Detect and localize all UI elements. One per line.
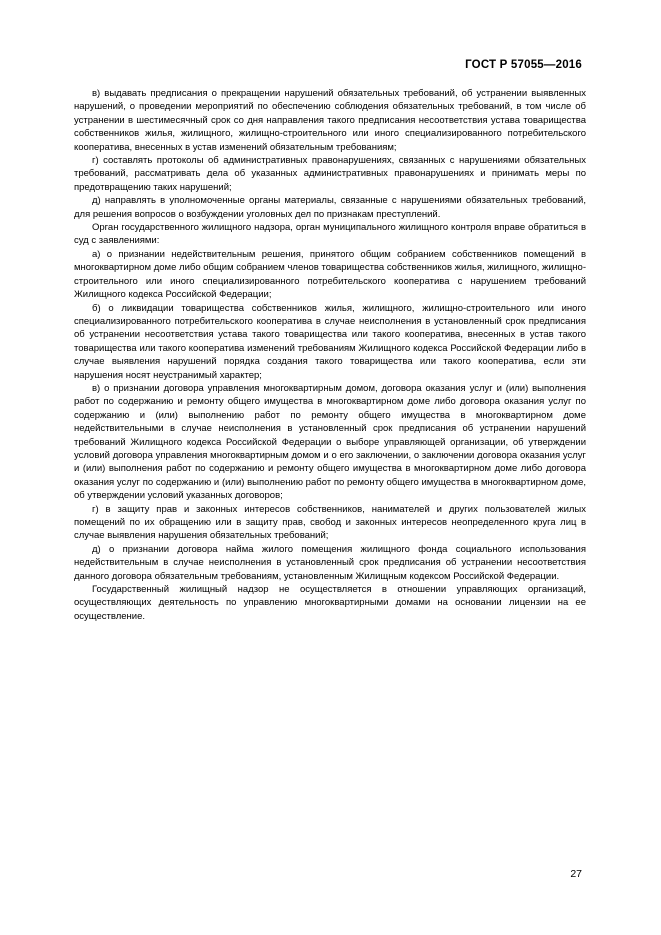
- paragraph-b-liquidation: б) о ликвидации товарищества собственников жилья, жилищного, жилищно-строительного или иного специализированного потребительского кооператива в случае неисполнения в установленный срок предписания об устранении несоответствия устава такого товарищества или такого кооператива, внесенных в устав такого товарищества или такого кооператива изменений требованиям Жилищного кодекса Российской Федерации либо в случае выявления нарушений порядка создания такого товарищества или такого кооператива, если эти нарушения носят неустранимый характер;: [74, 302, 586, 381]
- paragraph-g-protect-rights: г) в защиту прав и законных интересов собственников, нанимателей и других пользователей жилых помещений по их обращению или в защиту прав, свобод и законных интересов неопределенного круга лиц в случае выявления нарушения обязательных требований;: [74, 503, 586, 542]
- paragraph-supervision-exclusion: Государственный жилищный надзор не осуществляется в отношении управляющих организаций, осуществляющих деятельность по управлению многоквартирными домами на основании лицензии на ее осуществление.: [74, 584, 586, 622]
- document-code: ГОСТ Р 57055—2016: [465, 59, 582, 71]
- paragraph-d-invalid-lease: д) о признании договора найма жилого помещения жилищного фонда социального использования недействительным в случае неисполнения в установленный срок предписания об устранении несоответствия данного договора обязательным требованиям, установленным Жилищным кодексом Российской Федерации.: [74, 543, 586, 582]
- paragraph-d-send-materials: д) направлять в уполномоченные органы материалы, связанные с нарушениями обязательных требований, для решения вопросов о возбуждении уголовных дел по признакам преступлений.: [74, 195, 586, 220]
- paragraph-v-issue-orders: в) выдавать предписания о прекращении нарушений обязательных требований, об устранении выявленных нарушений, о проведении мероприятий по обеспечению соблюдения обязательных требований, в том числе об устранении в шестимесячный срок со дня направления такого предписания несоответствия устава товарищества собственников жилья, жилищного, жилищно-строительного или иного специализированного потребительского кооператива, внесенных в устав изменений обязательным требованиям;: [74, 88, 586, 153]
- page-number: 27: [570, 868, 582, 880]
- paragraph-a-invalid-decision: а) о признании недействительным решения, принятого общим собранием собственников помещений в многоквартирном доме либо общим собранием членов товарищества собственников жилья, жилищного, жилищно-строительного или иного специализированного потребительского кооператива с нарушением требований Жилищного кодекса Российской Федерации;: [74, 248, 586, 301]
- paragraph-v-invalid-contract: в) о признании договора управления многоквартирным домом, договора оказания услуг и (или) выполнения работ по содержанию и ремонту общего имущества в многоквартирном доме либо договора оказания услуг по содержанию и (или) выполнению работ по ремонту общего имущества в многоквартирном доме недействительными в случае неисполнения в установленный срок предписания об устранении нарушений требований Жилищного кодекса Российской Федерации о выборе управляющей организации, об утверждении условий договора управления многоквартирным домом и о его заключении, о заключении договора оказания услуг и (или) выполнения работ по содержанию и ремонту общего имущества в многоквартирном доме либо договора оказания услуг по содержанию и (или) выполнению работ по ремонту общего имущества в многоквартирном доме, об утверждении условий указанных договоров;: [74, 382, 586, 502]
- paragraph-g-draw-up-protocols: г) составлять протоколы об административных правонарушениях, связанных с нарушениями обязательных требований, рассматривать дела об указанных административных правонарушениях и принимать меры по предотвращению таких нарушений;: [74, 155, 586, 193]
- body-text: [74, 87, 586, 623]
- paragraph-right-to-court: Орган государственного жилищного надзора, орган муниципального жилищного контроля вправе обратиться в суд с заявлениями:: [74, 222, 586, 247]
